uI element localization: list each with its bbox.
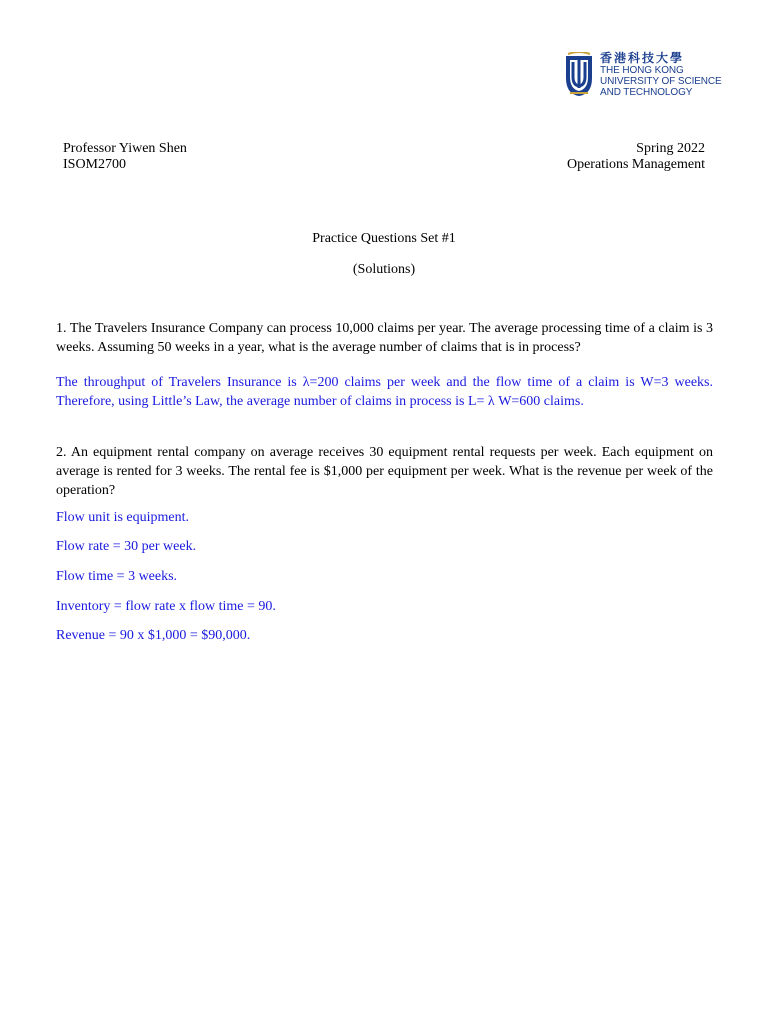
question-2: 2. An equipment rental company on average receives 30 equipment rental requests per week. Each equipment on average is rented for 3 weeks. The rental fee is $1,000 per equipment per week. What is the revenue per week of the operation? <box>56 445 713 498</box>
answer-2-line: Flow unit is equipment. <box>56 510 189 525</box>
document-subtitle: (Solutions) <box>352 262 416 277</box>
question-1: 1. The Travelers Insurance Company can process 10,000 claims per year. The average processing time of a claim is 3 weeks. Assuming 50 weeks in a year, what is the average number of claims that is in process? <box>56 321 713 355</box>
answer-1: The throughput of Travelers Insurance is λ=200 claims per week and the flow time of a claim is W=3 weeks. Therefore, using Little’s Law, the average number of claims in process is L= λ W=600 claims. <box>56 375 713 409</box>
logo-text <box>600 52 722 98</box>
answer-2-line: Revenue = 90 x $1,000 = $90,000. <box>56 628 251 643</box>
course-code: ISOM2700 <box>63 157 127 172</box>
answer-2-line: Flow time = 3 weeks. <box>56 569 178 584</box>
answer-2-line: Flow rate = 30 per week. <box>56 539 197 554</box>
logo-line-1: THE HONG KONG <box>600 65 684 76</box>
document-title: Practice Questions Set #1 <box>312 231 456 246</box>
hkust-emblem-icon <box>564 52 594 98</box>
logo-chinese-name: 香港科技大學 <box>600 51 685 65</box>
header-right <box>567 141 705 173</box>
university-logo <box>564 52 724 98</box>
answer-2-line: Inventory = flow rate x flow time = 90. <box>56 599 276 614</box>
header-left <box>63 141 187 173</box>
logo-line-2: UNIVERSITY OF SCIENCE <box>600 76 722 87</box>
professor-name: Professor Yiwen Shen <box>63 141 187 156</box>
term: Spring 2022 <box>636 141 705 156</box>
course-name: Operations Management <box>566 157 705 172</box>
logo-line-3: AND TECHNOLOGY <box>600 87 693 98</box>
